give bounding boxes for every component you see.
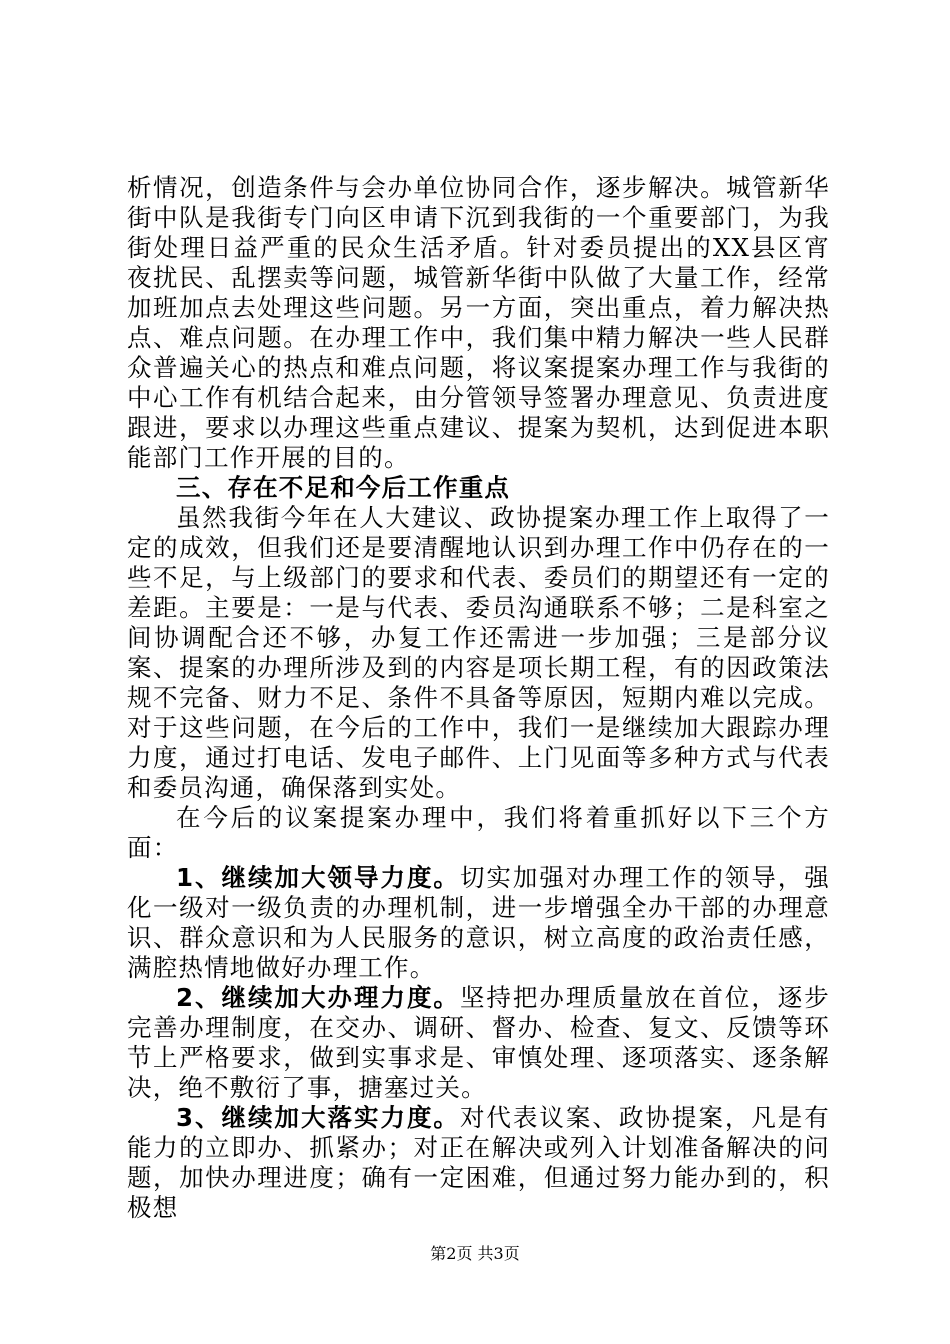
list-item-2-text: 坚持把办理质量放在首位，逐步完善办理制度，在交办、调研、督办、检查、复文、反馈等环节上严格要求，做到实事求是、审慎处理、逐项落实、逐条解决，绝不敷衍了事，搪塞过关。	[127, 983, 830, 1102]
list-item-3-text: 对代表议案、政协提案，凡是有能力的立即办、抓紧办；对正在解决或列入计划准备解决的问题，加快办理进度；确有一定困难，但通过努力能办到的，积极想	[127, 1103, 830, 1222]
document-body	[127, 173, 830, 1223]
list-item-1-text: 切实加强对办理工作的领导，强化一级对一级负责的办理机制，进一步增强全办干部的办理意识、群众意识和为人民服务的意识，树立高度的政治责任感，满腔热情地做好办理工作。	[127, 863, 830, 982]
list-item-2	[127, 983, 830, 1103]
list-item-1	[127, 863, 830, 983]
list-item-2-lead: 2、继续加大办理力度。	[176, 983, 460, 1012]
paragraph-1: 析情况，创造条件与会办单位协同合作，逐步解决。城管新华街中队是我街专门向区申请下沉到我街的一个重要部门，为我街处理日益严重的民众生活矛盾。针对委员提出的XX县区宵夜扰民、乱摆卖等问题，城管新华街中队做了大量工作，经常加班加点去处理这些问题。另一方面，突出重点，着力解决热点、难点问题。在办理工作中，我们集中精力解决一些人民群众普遍关心的热点和难点问题，将议案提案办理工作与我街的中心工作有机结合起来，由分管领导签署办理意见、负责进度跟进，要求以办理这些重点建议、提案为契机，达到促进本职能部门工作开展的目的。	[127, 173, 830, 472]
paragraph-2: 虽然我街今年在人大建议、政协提案办理工作上取得了一定的成效，但我们还是要清醒地认识到办理工作中仍存在的一些不足，与上级部门的要求和代表、委员们的期望还有一定的差距。主要是：一是与代表、委员沟通联系不够；二是科室之间协调配合还不够，办复工作还需进一步加强；三是部分议案、提案的办理所涉及到的内容是项长期工程，有的因政策法规不完备、财力不足、条件不具备等原因，短期内难以完成。对于这些问题，在今后的工作中，我们一是继续加大跟踪办理力度，通过打电话、发电子邮件、上门见面等多种方式与代表和委员沟通，确保落到实处。	[127, 503, 830, 802]
paragraph-3: 在今后的议案提案办理中，我们将着重抓好以下三个方面：	[127, 803, 830, 862]
section-heading-3: 三、存在不足和今后工作重点	[176, 473, 511, 502]
page-footer: 第2页 共3页	[430, 1244, 520, 1263]
list-item-1-lead: 1、继续加大领导力度。	[176, 863, 460, 892]
list-item-3	[127, 1103, 830, 1223]
list-item-3-lead: 3、继续加大落实力度。	[176, 1103, 460, 1132]
